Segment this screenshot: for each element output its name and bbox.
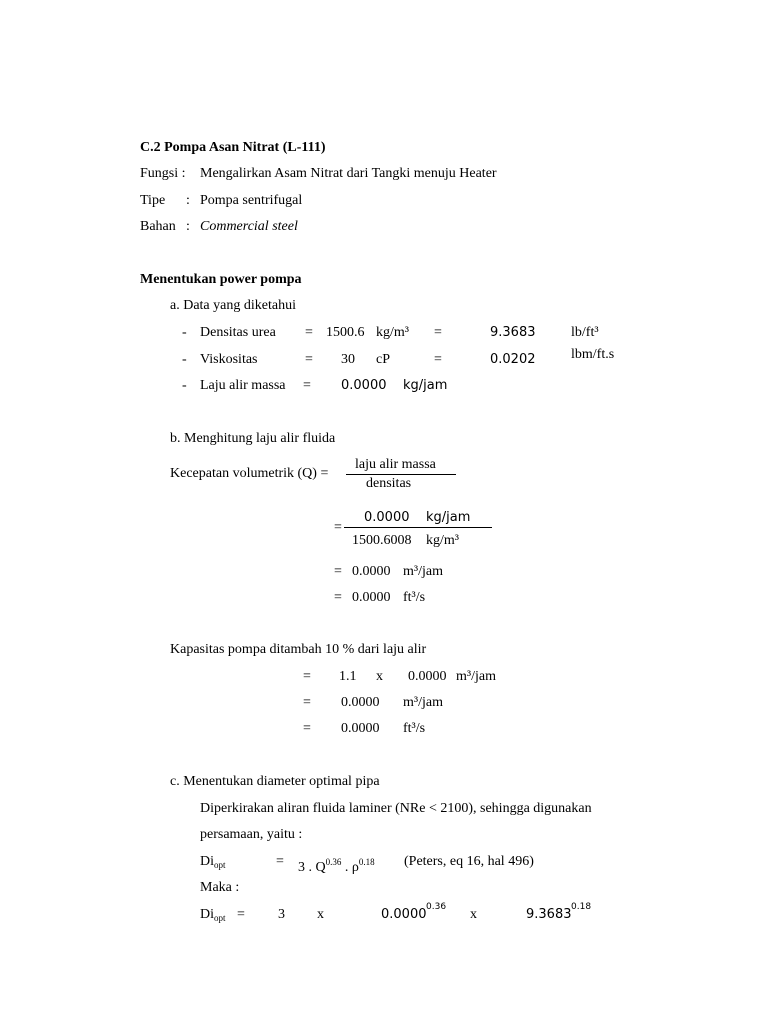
row-eq2: = xyxy=(434,325,442,340)
opt-subscript: opt xyxy=(214,860,226,870)
capacity-unit: m³/jam xyxy=(403,695,443,710)
row-unit: cP xyxy=(376,352,390,367)
row-unit2: lbm/ft.s xyxy=(571,347,615,362)
bahan-sep: : xyxy=(186,219,190,234)
row-name: Laju alir massa xyxy=(200,378,286,393)
row-dash: - xyxy=(182,378,187,393)
row-unit: kg/jam xyxy=(403,378,448,393)
di-label: Di xyxy=(200,854,214,869)
row-dash: - xyxy=(182,325,187,340)
factor-value: 1.1 xyxy=(339,669,357,684)
formula-rho: . ρ xyxy=(341,860,359,875)
row-unit: kg/m³ xyxy=(376,325,409,340)
bahan-label: Bahan xyxy=(140,219,176,234)
row-name: Viskositas xyxy=(200,352,258,367)
row-eq2: = xyxy=(434,352,442,367)
row-dash: - xyxy=(182,352,187,367)
coefficient-value: 3 xyxy=(278,907,285,922)
equals-sign: = xyxy=(303,669,311,684)
q-label: Kecepatan volumetrik (Q) = xyxy=(170,466,329,481)
q-exponent: 0.36 xyxy=(325,857,342,867)
row-value: 30 xyxy=(341,352,355,367)
di-label: Di xyxy=(200,907,214,922)
section-title: C.2 Pompa Asan Nitrat (L-111) xyxy=(140,140,326,155)
equals-sign: = xyxy=(334,590,342,605)
times-sign: x xyxy=(376,669,383,684)
fraction-denominator-value: 1500.6008 xyxy=(352,533,412,548)
part-b-title: b. Menghitung laju alir fluida xyxy=(170,431,336,446)
capacity-value: 0.0000 xyxy=(341,695,380,710)
row-eq: = xyxy=(305,325,313,340)
formula-prefix: 3 . Q xyxy=(298,860,326,875)
times-sign: x xyxy=(317,907,324,922)
row-value2: 0.0202 xyxy=(490,352,536,367)
fungsi-value: Mengalirkan Asam Nitrat dari Tangki menuju Heater xyxy=(200,166,497,181)
maka-label: Maka : xyxy=(200,880,240,895)
persamaan-text: persamaan, yaitu : xyxy=(200,827,303,842)
flow-value: 0.0000 xyxy=(408,669,447,684)
tipe-label: Tipe xyxy=(140,193,166,208)
equals-sign: = xyxy=(303,721,311,736)
equals-sign: = xyxy=(334,520,342,535)
equals-sign: = xyxy=(237,907,245,922)
row-value: 1500.6 xyxy=(326,325,365,340)
laminar-text: Diperkirakan aliran fluida laminer (NRe < 2100), sehingga digunakan xyxy=(200,801,592,816)
opt-subscript: opt xyxy=(214,913,226,923)
fraction-numerator-unit: kg/jam xyxy=(426,510,471,525)
equals-sign: = xyxy=(303,695,311,710)
flow-unit: m³/jam xyxy=(456,669,496,684)
tipe-value: Pompa sentrifugal xyxy=(200,193,303,208)
row-value2: 9.3683 xyxy=(490,325,536,340)
heading-power-pompa: Menentukan power pompa xyxy=(140,272,302,287)
part-c-title: c. Menentukan diameter optimal pipa xyxy=(170,774,380,789)
fraction-denominator: densitas xyxy=(366,476,412,491)
result-unit: m³/jam xyxy=(403,564,443,579)
fraction-numerator: laju alir massa xyxy=(355,457,436,472)
rho-exponent: 0.18 xyxy=(358,857,375,867)
capacity-unit: ft³/s xyxy=(403,721,426,736)
capacity-value: 0.0000 xyxy=(341,721,380,736)
result-value: 0.0000 xyxy=(352,590,391,605)
row-value: 0.0000 xyxy=(341,378,387,393)
row-unit2: lb/ft³ xyxy=(571,325,599,340)
equals-sign: = xyxy=(334,564,342,579)
row-name: Densitas urea xyxy=(200,325,276,340)
fungsi-label: Fungsi : xyxy=(140,166,186,181)
rho-value: 9.3683 xyxy=(526,907,572,922)
fraction-numerator-value: 0.0000 xyxy=(364,510,410,525)
fraction-bar xyxy=(346,474,456,475)
times-sign: x xyxy=(470,907,477,922)
reference-citation: (Peters, eq 16, hal 496) xyxy=(404,854,534,869)
bahan-value: Commercial steel xyxy=(200,219,298,234)
row-eq: = xyxy=(303,378,311,393)
rho-exponent: 0.18 xyxy=(571,902,592,912)
fraction-denominator-unit: kg/m³ xyxy=(426,533,459,548)
q-exponent: 0.36 xyxy=(426,902,447,912)
kapasitas-label: Kapasitas pompa ditambah 10 % dari laju alir xyxy=(170,642,427,657)
q-value: 0.0000 xyxy=(381,907,427,922)
equals-sign: = xyxy=(276,854,284,869)
result-value: 0.0000 xyxy=(352,564,391,579)
di-opt-symbol xyxy=(200,907,226,926)
part-a-title: a. Data yang diketahui xyxy=(170,298,296,313)
diameter-formula xyxy=(298,854,375,876)
row-eq: = xyxy=(305,352,313,367)
result-unit: ft³/s xyxy=(403,590,426,605)
tipe-sep: : xyxy=(186,193,190,208)
fraction-bar xyxy=(344,527,492,528)
di-opt-symbol xyxy=(200,854,226,873)
